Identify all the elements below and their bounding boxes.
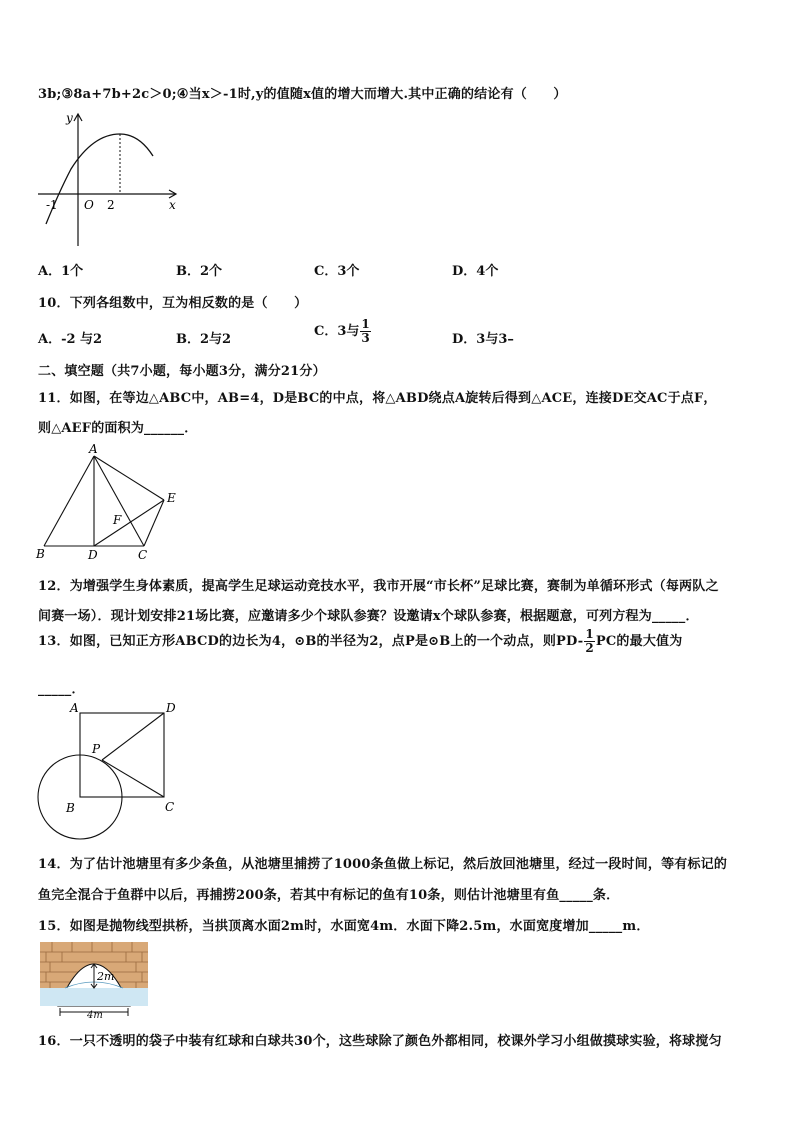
q9-parabola-graph (36, 106, 186, 248)
fraction-denominator: 2 (585, 641, 594, 655)
fraction-numerator: 1 (361, 317, 370, 331)
label-c: C (138, 548, 148, 560)
q10-option-c-fraction (360, 318, 370, 345)
segment-ac (94, 456, 144, 546)
width-label: 4m (87, 1010, 103, 1020)
water (40, 988, 148, 1006)
segment-pd (102, 713, 164, 760)
origin-label: O (84, 198, 94, 212)
label-a: A (89, 442, 98, 456)
q9-option-b[interactable]: B．2个 (176, 264, 223, 279)
label-c: C (165, 800, 175, 814)
q15-arch-bridge-figure (38, 940, 152, 1020)
q13-fraction (584, 628, 595, 655)
q14-line2: 鱼完全混合于鱼群中以后，再捕捞200条，若其中有标记的鱼有10条，则估计池塘里有鱼_____条． (38, 888, 620, 903)
label-f: F (113, 513, 122, 527)
q16-line1: 16．一只不透明的袋子中装有红球和白球共30个，这些球除了颜色外都相同，校课外学习小组做摸球实验，将球搅匀 (38, 1034, 722, 1049)
label-d: D (88, 548, 98, 560)
label-b: B (36, 547, 45, 560)
q9-option-c[interactable]: C．3个 (314, 264, 360, 279)
parabola-curve (46, 134, 153, 224)
label-e: E (167, 491, 176, 505)
fraction-numerator: 1 (585, 627, 594, 641)
q11-triangle-figure (34, 442, 184, 560)
q13-text-post: PC的最大值为 (595, 634, 683, 649)
y-axis-label: y (66, 111, 73, 125)
q9-option-a[interactable]: A．1个 (38, 264, 84, 279)
segment-ab (44, 456, 94, 546)
q13-text-pre: 13．如图，已知正方形ABCD的边长为4，⊙B的半径为2，点P是⊙B上的一个动点，则PD- (38, 634, 584, 649)
label-p: P (92, 742, 101, 756)
x-axis-label: x (169, 198, 176, 212)
q13-blank: _____． (38, 682, 85, 697)
q13-line1 (38, 628, 682, 655)
q10-option-c-text: C．3与 (314, 324, 360, 339)
q10-option-a[interactable]: A．-2 与2 (38, 332, 103, 347)
q10-option-d[interactable]: D．3与3– (452, 332, 514, 347)
q9-option-d[interactable]: D．4个 (452, 264, 499, 279)
q9-stem-tail: 3b;③8a+7b+2c＞0;④当x＞-1时,y的值随x值的增大而增大.其中正确的结论有（ ） (38, 87, 567, 102)
q14-line1: 14．为了估计池塘里有多少条鱼，从池塘里捕捞了1000条鱼做上标记，然后放回池塘里，经过一段时间，等有标记的 (38, 857, 728, 872)
q11-line2: 则△AEF的面积为______． (38, 421, 198, 436)
label-b: B (66, 801, 75, 815)
segment-ae (94, 456, 164, 500)
q11-line1: 11．如图，在等边△ABC中，AB=4，D是BC的中点，将△ABD绕点A旋转后得到△ACE，连接DE交AC于点F， (38, 391, 717, 406)
fraction-denominator: 3 (361, 331, 370, 345)
height-label: 2m (97, 970, 115, 983)
label-d: D (166, 701, 176, 715)
section-heading: 二、填空题（共7小题，每小题3分，满分21分） (38, 364, 326, 379)
segment-pc (102, 760, 164, 797)
q15-line1: 15．如图是抛物线型拱桥，当拱顶离水面2m时，水面宽4m．水面下降2.5m，水面宽度增加_____m． (38, 919, 650, 934)
q10-option-c[interactable] (314, 318, 372, 345)
q13-square-circle-figure (34, 700, 194, 842)
q12-line1: 12．为增强学生身体素质，提高学生足球运动竞技水平，我市开展“市长杯”足球比赛，赛制为单循环形式（每两队之 (38, 579, 719, 594)
q10-stem: 10．下列各组数中，互为相反数的是（ ） (38, 296, 308, 311)
q10-option-b[interactable]: B．2与2 (176, 332, 232, 347)
q12-line2: 间赛一场）．现计划安排21场比赛，应邀请多少个球队参赛？设邀请x个球队参赛，根据题意，可列方程为_____． (38, 609, 699, 624)
minus-one-label: -1 (46, 198, 58, 212)
two-label: 2 (107, 198, 115, 212)
label-a: A (70, 701, 79, 715)
